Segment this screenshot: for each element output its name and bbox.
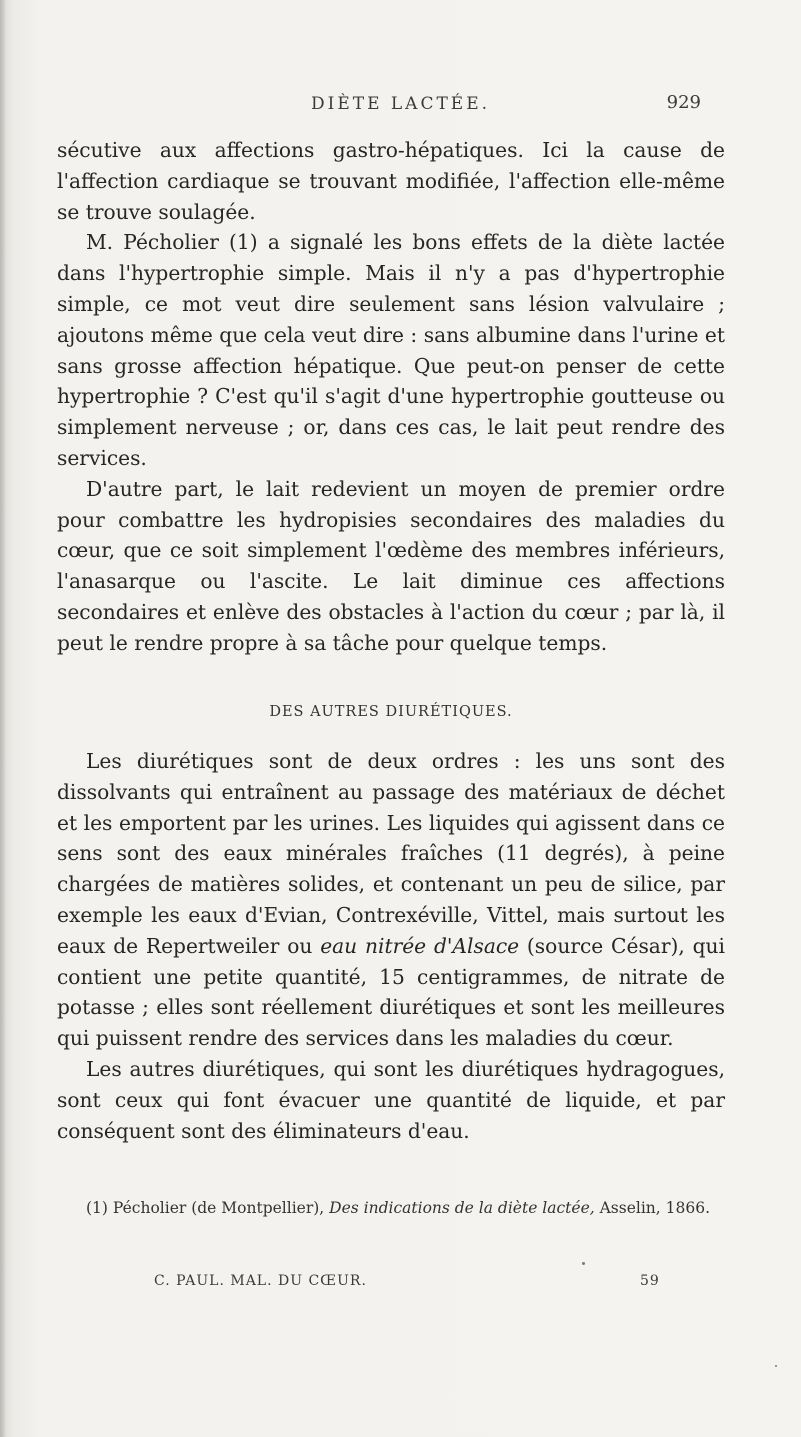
footnote-italic-title: Des indications de la diète lactée, (329, 1199, 595, 1217)
printer-signature (0, 1273, 801, 1295)
body-text-section-1 (57, 135, 725, 659)
paragraph-hydropisies: D'autre part, le lait redevient un moyen de premier ordre pour combattre les hydropisies secondaires des maladies du cœur, que ce soit simplement l'œdème des membres inférieurs, l'anasarque ou l'ascite. Le lait diminue ces affections secondaires et enlève des obstacles à l'action du cœur ; par là, il peut le rendre propre à sa tâche pour quelque temps. (57, 476, 725, 655)
paragraph-pecholier: M. Pécholier (1) a signalé les bons effets de la diète lactée dans l'hypertrophie simple. Mais il n'y a pas d'hypertrophie simple, ce mot veut dire seulement sans lésion valvulaire ; ajoutons même que cela veut dire : sans albumine dans l'urine et sans grosse affection hépatique. Que peut-on penser de cette hypertrophie ? C'est qu'il s'agit d'une hypertrophie goutteuse ou simplement nerveuse ; or, dans ces cas, le lait peut rendre des services. (57, 230, 725, 470)
page-header (0, 94, 801, 120)
paragraph-continuation: sécutive aux affections gastro-hépatiques. Ici la cause de l'affection cardiaque se trouvant modifiée, l'affection elle-même se trouve soulagée. (57, 138, 725, 224)
paragraph-diuretiques-text-1: Les diurétiques sont de deux ordres : les uns sont des dissolvants qui entraînent au passage des matériaux de déchet et les emportent par les urines. Les liquides qui agissent dans ce sens sont des eaux minérales fraîches (11 degrés), à peine chargées de matières solides, et contenant un peu de silice, par exemple les eaux d'Evian, Contrexéville, Vittel, mais surtout les eaux de Repertweiler ou (57, 749, 725, 958)
section-heading: DES AUTRES DIURÉTIQUES. (269, 704, 513, 720)
footnote-text-1: (1) Pécholier (de Montpellier), (86, 1199, 330, 1217)
running-title: DIÈTE LACTÉE. (310, 94, 491, 114)
paragraph-diuretiques (57, 746, 725, 1054)
paper-speck (775, 1365, 777, 1367)
page-number: 929 (666, 92, 701, 113)
paper-speck (582, 1262, 585, 1265)
signature-number: 59 (640, 1273, 660, 1289)
signature-mark: C. PAUL. MAL. DU CŒUR. (154, 1273, 367, 1289)
body-text-section-2 (57, 746, 725, 1146)
paragraph-hydragogues: Les autres diurétiques, qui sont les diurétiques hydragogues, sont ceux qui font évacuer une quantité de liquide, et par conséquent sont des éliminateurs d'eau. (57, 1056, 725, 1143)
paragraph-diuretiques-text-2: (source César), qui contient une petite quantité, 15 centigrammes, de nitrate de potasse ; elles sont réellement diurétiques et sont les meilleures qui puissent rendre des services dans les maladies du cœur. (57, 933, 725, 1051)
footnote-text-2: Asselin, 1866. (594, 1199, 710, 1217)
footnote (57, 1197, 725, 1220)
page-gutter-shadow (0, 0, 6, 1437)
paragraph-diuretiques-italic: eau nitrée d'Alsace (320, 933, 520, 958)
